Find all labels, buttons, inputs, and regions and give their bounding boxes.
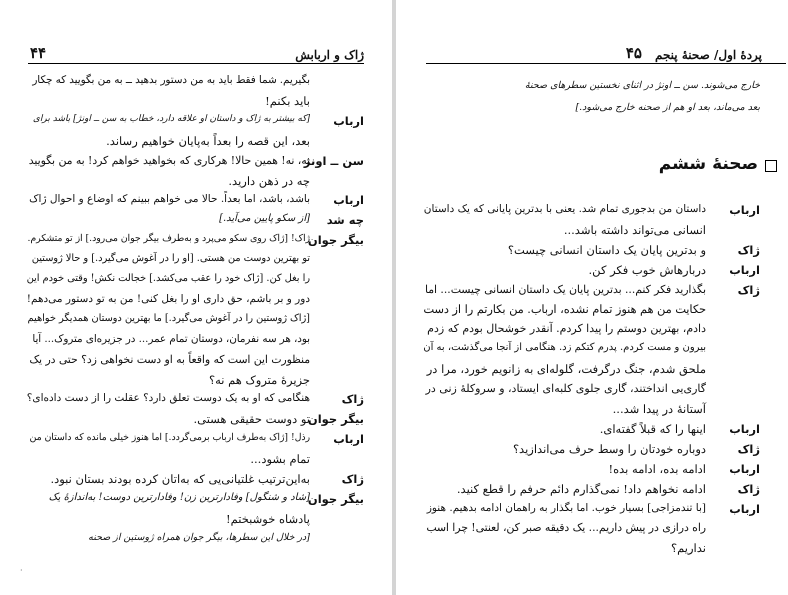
dialogue-line: را بغل کن. [ژاک خود را عقب می‌کشد.] خجالت نکش! وقتی خودم این xyxy=(26,273,310,284)
dialogue-line: باید بکنم! xyxy=(265,93,310,108)
dialogue-line: [ژاک ژوستین را در آغوش می‌گیرد.] ما بهترین دوستان همدیگر خواهیم xyxy=(27,312,310,324)
dialogue-line: دوباره خودتان را وسط حرف می‌اندازید؟ xyxy=(512,441,706,456)
speaker-label: سن ــ اونژ xyxy=(303,153,364,168)
speaker-label: بیگر جوان xyxy=(307,412,364,427)
dialogue-line: تو دوست حقیقی هستی. xyxy=(193,412,310,427)
dialogue-line: [شاد و شنگول] وفادارترین زن! وفادارترین دوست! به‌اندازهٔ یک xyxy=(48,491,310,503)
dialogue-line: هنگامی که او به یک دوست تعلق دارد؟ عقلت را از دست داده‌ای؟ xyxy=(26,392,310,405)
dialogue-line: بعد، این قصه را بعداً به‌پایان خواهیم رساند. xyxy=(106,133,310,148)
dialogue-line: [با تندمزاجی] بسیار خوب. اما بگذار به راهمان ادامه بدهیم. هنوز xyxy=(426,501,706,514)
speaker-label: ژاک xyxy=(737,481,760,496)
dialogue-line: دادم، بهترین دوستم را پیدا کردم. آنقدر خوشحال بودم که زدم xyxy=(427,322,706,336)
dialogue-line: و بدترین پایان یک داستان انسانی چیست؟ xyxy=(507,242,706,257)
dialogue-line: آستانهٔ در پیدا شد... xyxy=(612,402,706,416)
header-rule-left xyxy=(28,63,364,64)
dialogue-line: تو بهترین دوست من هستی. [او را در آغوش می‌گیرد.] و حالا ژوستین xyxy=(31,253,310,265)
speaker-label: ارباب xyxy=(729,461,760,476)
dialogue-line: بگیریم. شما فقط باید به من دستور بدهید ــ به من بگویید که چکار xyxy=(32,74,310,86)
dialogue-line: نداریم؟ xyxy=(671,541,706,556)
dialogue-line: نه، نه! همین حالا! هرکاری که بخواهید خواهم کرد! به من بگویید xyxy=(28,153,310,167)
page-number-right: ۴۵ xyxy=(625,44,642,62)
speaker-label: ژاک xyxy=(341,392,364,407)
scene-box-icon xyxy=(765,160,777,172)
running-head-left: ژاک و اربابش xyxy=(295,48,364,62)
left-page xyxy=(0,0,392,595)
stage-direction-line: بعد می‌ماند، بعد او هم از صحنه خارج می‌شود.] xyxy=(575,102,760,113)
dialogue-line: رذل! [ژاک به‌طرف ارباب برمی‌گردد.] اما هنوز خیلی مانده که داستان من xyxy=(29,432,310,444)
dialogue-line: [که بیشتر به ژاک و داستان او علاقه دارد، خطاب به سن ــ اونژ] باشد برای xyxy=(32,113,310,124)
speaker-label: ژاک xyxy=(737,242,760,257)
dialogue-line: [از سکو پایین می‌آید.] xyxy=(219,213,310,225)
speaker-label: بیگر جوان xyxy=(307,491,364,506)
dialogue-line: تمام بشود... xyxy=(250,452,310,467)
corner-mark: · xyxy=(20,566,23,575)
dialogue-line: اینها را که قبلاً گفته‌ای. xyxy=(599,421,706,436)
dialogue-line: دور و بر باشم، حق داری او را بغل کنی! من به تو دستور می‌دهم! xyxy=(26,292,310,305)
speaker-label: ژاک xyxy=(737,282,760,297)
scene-title: صحنهٔ ششم xyxy=(658,154,758,174)
dialogue-line: جزیرهٔ متروک هم نه؟ xyxy=(208,372,310,387)
dialogue-line: داستان من بدجوری تمام شد. یعنی با بدترین پایانی که یک داستان xyxy=(423,203,706,215)
speaker-label: ارباب xyxy=(333,432,364,447)
dialogue-line: منظورت این است که واقعاً به او دست نخواهی زد؟ حتی در یک xyxy=(29,352,310,366)
stage-direction-line: خارج می‌شوند. سن ــ اونژ در اثنای نخستین سطرهای صحنهٔ xyxy=(524,80,760,91)
dialogue-line: ژاک! [ژاک روی سکو می‌پرد و به‌طرف بیگر جوان می‌رود.] از تو متشکرم. xyxy=(27,233,310,245)
speaker-label: ارباب xyxy=(729,421,760,436)
dialogue-line: حکایت من هم هنوز تمام نشده، ارباب. من بکارتم را از دست xyxy=(423,302,706,316)
speaker-label: ژاک xyxy=(737,441,760,456)
dialogue-line: ادامه بده، ادامه بده! xyxy=(608,461,706,476)
dialogue-line: راه درازی در پیش داریم... یک دقیقه صبر کن، لعنتی! چرا اسب xyxy=(426,521,706,535)
dialogue-line: ادامه نخواهم داد! نمی‌گذارم دائم حرفم را قطع کنید. xyxy=(456,481,706,496)
speaker-label: چه شد xyxy=(326,213,364,228)
dialogue-line: باشد، باشد، اما بعداً. حالا می خواهم ببینم که اوضاع و احوال ژاک xyxy=(29,193,310,206)
header-rule-right xyxy=(426,63,786,64)
speaker-label: ارباب xyxy=(333,113,364,128)
right-page-number-wrap xyxy=(426,40,762,62)
dialogue-line: دربارهاش خوب فکر کن. xyxy=(588,262,706,277)
dialogue-line: [در خلال این سطرها، بیگر جوان همراه ژوستین از صحنه xyxy=(88,531,310,543)
dialogue-line: پادشاه خوشبختم! xyxy=(226,511,310,526)
speaker-label: ژاک xyxy=(341,472,364,486)
speaker-label: ارباب xyxy=(729,203,760,217)
left-page-number-wrap xyxy=(30,40,364,62)
dialogue-line: ملحق شدم، جنگ درگرفت، گلوله‌ای به زانویم خورد، مرا در xyxy=(426,362,706,377)
right-page xyxy=(396,0,788,595)
speaker-label: ارباب xyxy=(729,262,760,277)
speaker-label: بیگر جوان xyxy=(307,233,364,248)
dialogue-line: گاری‌یی انداختند، گاری جلوی کلبه‌ای ایستاد، و سروکلهٔ زنی در xyxy=(425,382,706,396)
dialogue-line: به‌این‌ترتیب غلتیانی‌یی که به‌اتان کرده بودند بستان نبود. xyxy=(50,472,310,486)
dialogue-line: چه در ذهن دارید. xyxy=(228,173,310,188)
dialogue-line: بیرون و مست کردم. پدرم کتکم زد. هنگامی از آنجا می‌گذشت، به آن xyxy=(423,342,706,354)
dialogue-line: انسانی می‌تواند داشته باشد... xyxy=(563,222,706,237)
dialogue-line: بگذارید فکر کنم... بدترین پایان یک داستان انسانی چیست... اما xyxy=(425,282,706,296)
speaker-label: ارباب xyxy=(729,501,760,516)
dialogue-line: بود، هر سه نفرمان، دوستان تمام عمر... در جزیره‌ای متروک... آیا xyxy=(32,332,310,345)
speaker-label: ارباب xyxy=(333,193,364,208)
page-number-left: ۴۴ xyxy=(30,44,47,62)
running-head-right: پردهٔ اول/ صحنهٔ پنجم xyxy=(654,48,762,62)
